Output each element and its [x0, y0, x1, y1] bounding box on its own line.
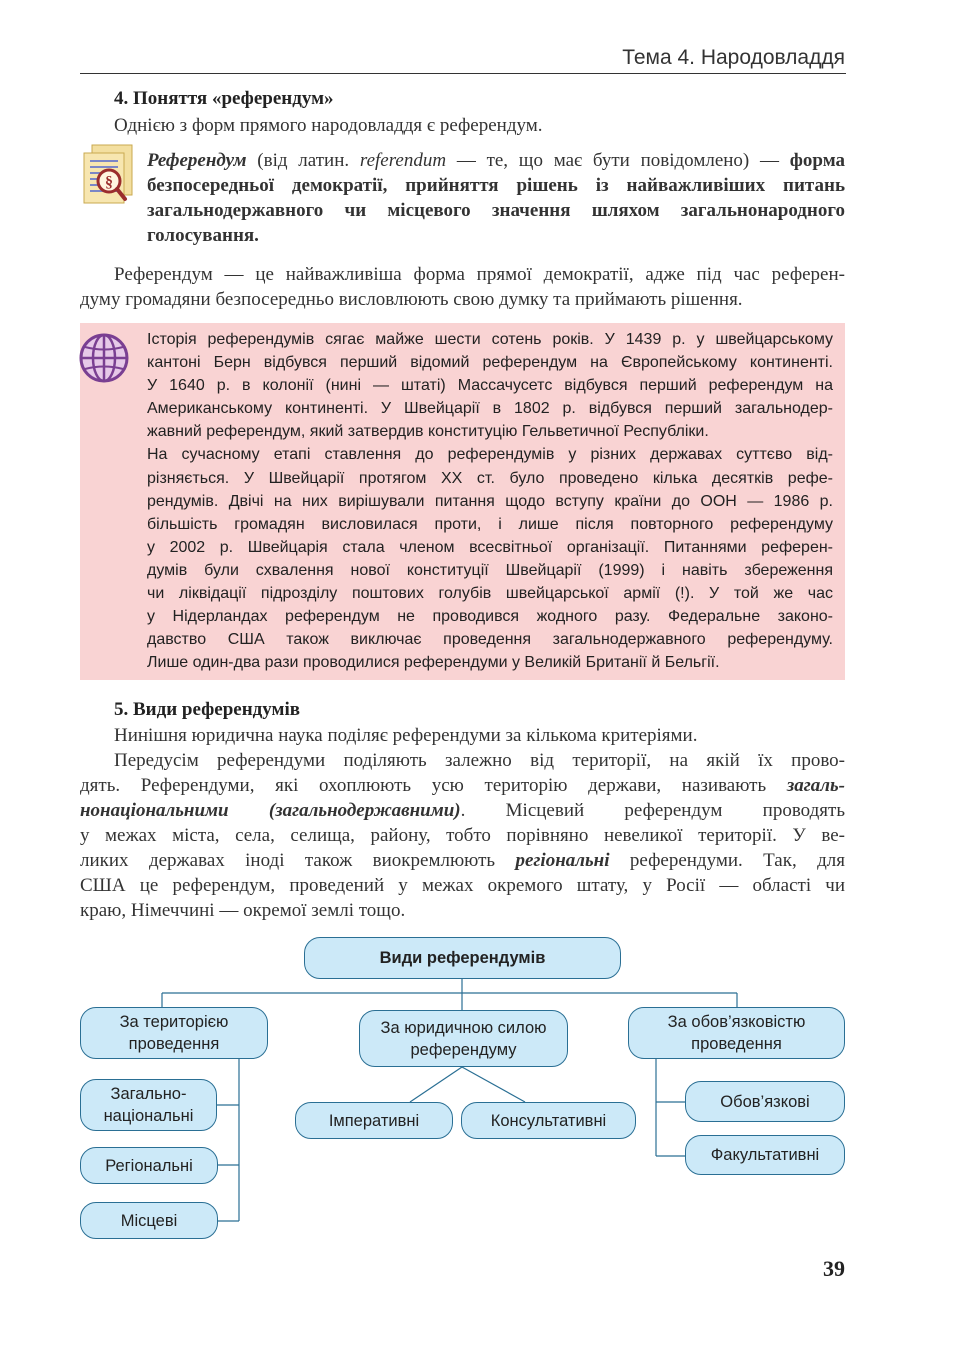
diagram-node-optional: Факультативні	[685, 1135, 845, 1175]
section-5-line-1: Нинішня юридична наука поділяє референдуми за кількома критеріями.	[114, 725, 698, 746]
diagram-node-nationwide: Загально-національні	[80, 1079, 217, 1131]
history-line: більшість громадян висловилася проти, і лише після повторного референдуму	[147, 515, 833, 533]
history-line: У 1640 р. в колонії (нині — штаті) Массачусетс відбувся перший референдум на	[147, 377, 833, 395]
section-4-heading: 4. Поняття «референдум»	[114, 88, 334, 109]
diagram-root-node: Види референдумів	[304, 937, 621, 979]
diagram-node-legal-force: За юридичною силою референдуму	[359, 1010, 568, 1067]
page-number: 39	[823, 1256, 845, 1281]
history-line: рендумів. Двічі на них вирішували питання щодо вступу країни до ООН — 1986 р.	[147, 492, 833, 510]
history-line: думів були схвалення нової конституції Швейцарії (1999) і навіть збереження	[147, 561, 833, 579]
diagram-node-obligation: За обов’язковістю проведення	[628, 1007, 845, 1059]
section-5-para-line: краю, Німеччині — окремої землі тощо.	[80, 900, 406, 921]
svg-text:§: §	[105, 174, 113, 191]
history-line: Історія референдумів сягає майже шести сотень років. У 1439 р. у швейцарському	[147, 331, 833, 348]
diagram-node-consultative: Консультативні	[461, 1102, 636, 1139]
section-5-para-line: ликих державах іноді також виокремлюють регіональні референдуми. Так, для	[80, 850, 845, 871]
section-4-intro: Однією з форм прямого народовладдя є референдум.	[114, 115, 543, 136]
diagram-node-imperative: Імперативні	[295, 1102, 453, 1139]
section-5-heading: 5. Види референдумів	[114, 699, 301, 720]
diagram-node-mandatory: Обов’язкові	[685, 1081, 845, 1122]
running-header: Тема 4. Народовладдя	[622, 46, 845, 69]
term-regional: регіональні	[515, 850, 610, 871]
diagram-node-regional: Регіональні	[80, 1147, 218, 1184]
diagram-node-local: Місцеві	[80, 1202, 218, 1239]
definition-etymology-start: (від латин.	[246, 150, 360, 171]
section-5-para-line: у межах міста, села, селища, району, тобто порівняно невеликої території. У ве-	[80, 825, 845, 846]
definition-term: Референдум	[147, 150, 247, 171]
term-nationwide-cont: нонаціональними (загальнодержавними)	[80, 800, 461, 821]
history-line: різняється. У Швейцарії протягом XX ст. було проведено кілька десятків рефе-	[147, 469, 833, 487]
history-line: у 2002 р. Швейцарія стала членом всесвітньої організації. Питаннями референ-	[147, 538, 833, 556]
history-line: Американському континенті. У Швейцарії в 1802 р. відбувся перший загальнодер-	[147, 400, 833, 418]
section-5-para-line: Передусім референдуми поділяють залежно від території, на якій їх прово-	[114, 750, 845, 771]
section-4-para-line-2: думу громадяни безпосередньо висловлюють свою думку та приймають рішення.	[80, 289, 743, 310]
history-line: кантоні Берн відбувся перший відомий референдум на Європейському континенті.	[147, 354, 833, 372]
diagram-node-territory: За територією проведення	[80, 1007, 268, 1059]
definition-latin-word: referendum	[359, 150, 447, 171]
definition-etymology-end: — те, що має бути повідомлено) —	[446, 150, 790, 171]
section-5-para-line: дять. Референдуми, які охоплюють усю територію держави, називають загаль-	[80, 775, 845, 796]
history-line: чи ліквідації підрозділу поштових голубів швейцарської армії (!). У той же час	[147, 585, 833, 603]
term-nationwide: загаль-	[786, 775, 845, 796]
history-line: у Нідерландах референдум не проводився жодного разу. Федеральне законо-	[147, 608, 833, 626]
history-line: На сучасному етапі ставлення до референдумів у різних державах суттєво від-	[147, 446, 833, 464]
section-4-para-line-1: Референдум — це найважливіша форма прямої демократії, адже під час референ-	[114, 264, 845, 285]
history-line: давство США також виключає проведення загальнодержавного референдуму.	[147, 631, 833, 649]
section-5-para-line: США це референдум, проведений у межах окремого штату, у Росії — області чи	[80, 875, 845, 896]
history-line: Лише один-два рази проводилися референдуми у Великій Британії й Бельгії.	[147, 654, 720, 672]
history-line: жавний референдум, який затвердив конституцію Гельветичної Республіки.	[147, 423, 709, 441]
section-5-para-line: нонаціональними (загальнодержавними). Місцевий референдум проводять	[80, 800, 845, 821]
definition-body: форма безпосередньої демократії, прийняття рішень із найважливіших питань загальнодержавного чи місцевого значення шляхом загальнонародного голосування.	[147, 150, 846, 246]
